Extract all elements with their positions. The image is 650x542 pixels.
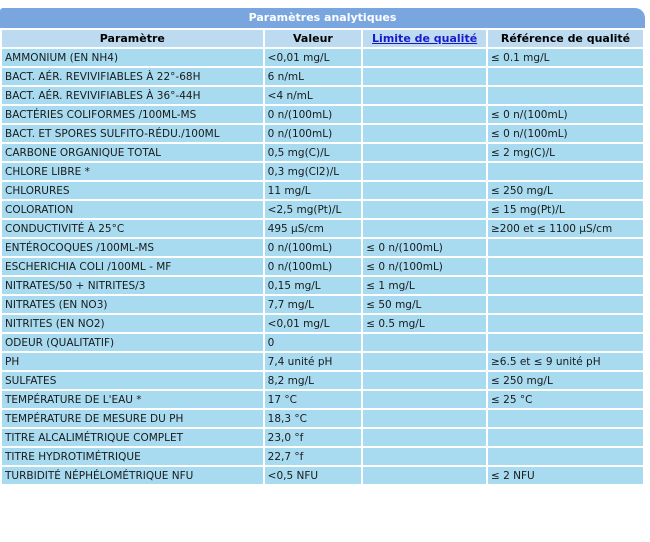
cell-limite [363,201,486,218]
cell-valeur: <0,01 mg/L [265,315,362,332]
analysis-table [0,28,645,486]
cell-valeur: 17 °C [265,391,362,408]
cell-limite [363,410,486,427]
cell-limite [363,87,486,104]
table-row [2,144,643,161]
cell-reference [488,448,643,465]
cell-reference [488,87,643,104]
cell-parametre: TEMPÉRATURE DE L'EAU * [2,391,263,408]
cell-reference [488,410,643,427]
table-body [2,49,643,484]
cell-reference: ≤ 25 °C [488,391,643,408]
cell-parametre: COLORATION [2,201,263,218]
cell-parametre: AMMONIUM (EN NH4) [2,49,263,66]
cell-limite [363,106,486,123]
cell-limite [363,429,486,446]
cell-valeur: 0 n/(100mL) [265,106,362,123]
cell-reference: ≥6.5 et ≤ 9 unité pH [488,353,643,370]
cell-reference: ≤ 250 mg/L [488,182,643,199]
cell-limite [363,220,486,237]
cell-parametre: TITRE HYDROTIMÉTRIQUE [2,448,263,465]
cell-parametre: PH [2,353,263,370]
cell-valeur: 8,2 mg/L [265,372,362,389]
cell-reference: ≤ 250 mg/L [488,372,643,389]
cell-parametre: BACT. AÉR. REVIVIFIABLES À 22°-68H [2,68,263,85]
cell-valeur: <2,5 mg(Pt)/L [265,201,362,218]
table-row [2,353,643,370]
cell-parametre: BACT. AÉR. REVIVIFIABLES À 36°-44H [2,87,263,104]
cell-parametre: CHLORE LIBRE * [2,163,263,180]
cell-parametre: NITRATES (EN NO3) [2,296,263,313]
cell-reference [488,239,643,256]
cell-valeur: <0,5 NFU [265,467,362,484]
cell-reference [488,429,643,446]
cell-reference: ≤ 15 mg(Pt)/L [488,201,643,218]
cell-reference [488,315,643,332]
cell-valeur: 7,4 unité pH [265,353,362,370]
cell-reference [488,296,643,313]
table-row [2,49,643,66]
cell-valeur: 11 mg/L [265,182,362,199]
table-row [2,372,643,389]
cell-valeur: 0 n/(100mL) [265,258,362,275]
header-parametre: Paramètre [2,30,263,47]
cell-parametre: TITRE ALCALIMÉTRIQUE COMPLET [2,429,263,446]
header-valeur: Valeur [265,30,362,47]
cell-parametre: SULFATES [2,372,263,389]
cell-reference [488,68,643,85]
header-limite [363,30,486,47]
cell-limite [363,353,486,370]
cell-limite: ≤ 0 n/(100mL) [363,258,486,275]
cell-valeur: 23,0 °f [265,429,362,446]
cell-reference [488,334,643,351]
cell-valeur: 0 n/(100mL) [265,125,362,142]
cell-parametre: BACT. ET SPORES SULFITO-RÉDU./100ML [2,125,263,142]
table-row [2,201,643,218]
table-row [2,277,643,294]
cell-parametre: CHLORURES [2,182,263,199]
cell-parametre: ESCHERICHIA COLI /100ML - MF [2,258,263,275]
cell-limite: ≤ 1 mg/L [363,277,486,294]
table-row [2,467,643,484]
cell-valeur: 495 µS/cm [265,220,362,237]
table-row [2,163,643,180]
cell-valeur: <0,01 mg/L [265,49,362,66]
cell-limite [363,372,486,389]
cell-valeur: 0,3 mg(Cl2)/L [265,163,362,180]
cell-limite [363,467,486,484]
cell-valeur: 7,7 mg/L [265,296,362,313]
cell-parametre: TURBIDITÉ NÉPHÉLOMÉTRIQUE NFU [2,467,263,484]
table-row [2,296,643,313]
cell-reference [488,163,643,180]
cell-limite [363,182,486,199]
table-row [2,68,643,85]
header-row [2,30,643,47]
cell-reference [488,277,643,294]
cell-valeur: <4 n/mL [265,87,362,104]
table-row [2,391,643,408]
cell-reference [488,258,643,275]
table-row [2,239,643,256]
cell-limite [363,125,486,142]
cell-limite [363,391,486,408]
cell-parametre: NITRATES/50 + NITRITES/3 [2,277,263,294]
cell-parametre: CARBONE ORGANIQUE TOTAL [2,144,263,161]
cell-reference: ≤ 2 NFU [488,467,643,484]
header-reference: Référence de qualité [488,30,643,47]
cell-valeur: 0 n/(100mL) [265,239,362,256]
table-row [2,106,643,123]
cell-reference: ≤ 0.1 mg/L [488,49,643,66]
table-row [2,87,643,104]
cell-reference: ≥200 et ≤ 1100 µS/cm [488,220,643,237]
cell-reference: ≤ 0 n/(100mL) [488,125,643,142]
table-row [2,182,643,199]
table-row [2,448,643,465]
table-row [2,125,643,142]
cell-valeur: 0 [265,334,362,351]
cell-limite [363,49,486,66]
table-row [2,429,643,446]
cell-parametre: CONDUCTIVITÉ À 25°C [2,220,263,237]
cell-valeur: 6 n/mL [265,68,362,85]
cell-valeur: 18,3 °C [265,410,362,427]
cell-valeur: 0,5 mg(C)/L [265,144,362,161]
limite-de-qualite-link[interactable]: Limite de qualité [372,32,478,45]
cell-parametre: BACTÉRIES COLIFORMES /100ML-MS [2,106,263,123]
cell-valeur: 0,15 mg/L [265,277,362,294]
cell-valeur: 22,7 °f [265,448,362,465]
table-caption: Paramètres analytiques [0,8,645,28]
table-row [2,315,643,332]
analysis-panel [0,8,645,486]
cell-parametre: ODEUR (QUALITATIF) [2,334,263,351]
cell-limite: ≤ 0.5 mg/L [363,315,486,332]
cell-limite: ≤ 0 n/(100mL) [363,239,486,256]
cell-limite [363,144,486,161]
cell-reference: ≤ 0 n/(100mL) [488,106,643,123]
cell-parametre: NITRITES (EN NO2) [2,315,263,332]
cell-limite [363,448,486,465]
table-row [2,410,643,427]
table-row [2,334,643,351]
cell-limite [363,68,486,85]
cell-parametre: ENTÉROCOQUES /100ML-MS [2,239,263,256]
cell-limite: ≤ 50 mg/L [363,296,486,313]
table-row [2,220,643,237]
cell-reference: ≤ 2 mg(C)/L [488,144,643,161]
cell-limite [363,163,486,180]
cell-parametre: TEMPÉRATURE DE MESURE DU PH [2,410,263,427]
table-row [2,258,643,275]
cell-limite [363,334,486,351]
